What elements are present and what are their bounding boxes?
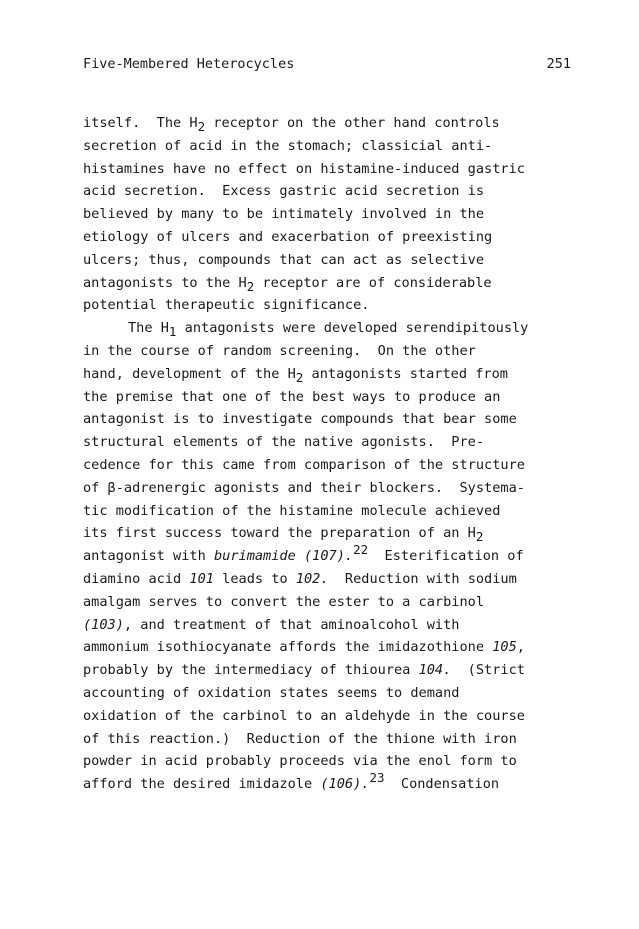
text-span: antagonists started from xyxy=(303,365,508,382)
text-span: antagonist is to investigate compounds that bear some xyxy=(83,411,517,428)
text-span: , and treatment of that aminoalcohol with xyxy=(123,616,460,633)
text-span: receptor on the other hand controls xyxy=(205,115,500,131)
italic-ref: 104. xyxy=(418,662,452,679)
text-span: cedence for this came from comparison of the structure xyxy=(83,456,525,473)
text-span: structural elements of the native agonists. Pre- xyxy=(83,434,485,451)
text-line xyxy=(83,522,583,545)
text-span: potential therapeutic significance. xyxy=(83,297,370,314)
text-span: itself. The H xyxy=(83,115,198,131)
text-line xyxy=(83,500,583,523)
subscript: 2 xyxy=(246,278,255,294)
text-span: acid secretion. Excess gastric acid secretion is xyxy=(83,183,485,200)
text-line xyxy=(83,454,583,477)
text-line xyxy=(83,363,583,386)
italic-ref: (106). xyxy=(320,776,370,793)
text-line xyxy=(83,340,583,363)
text-span: believed by many to be intimately involved in the xyxy=(83,206,485,223)
reference-superscript: 22 xyxy=(353,542,369,558)
italic-ref: 102. xyxy=(295,570,329,587)
text-span: secretion of acid in the stomach; classicial anti- xyxy=(83,137,493,154)
text-span: hand, development of the H xyxy=(83,365,296,382)
text-line xyxy=(83,180,583,203)
reference-superscript: 23 xyxy=(369,770,385,786)
text-line xyxy=(83,408,583,431)
text-line xyxy=(83,591,583,614)
text-span: antagonist with xyxy=(83,548,214,565)
subscript: 1 xyxy=(168,324,177,340)
text-line xyxy=(83,477,583,500)
text-line xyxy=(83,386,583,409)
text-span: ulcers; thus, compounds that can act as selective xyxy=(83,251,485,268)
text-line xyxy=(83,542,583,568)
text-line xyxy=(83,770,583,796)
text-span: diamino acid xyxy=(83,570,190,587)
text-span: accounting of oxidation states seems to demand xyxy=(83,684,460,701)
text-line xyxy=(83,249,583,272)
text-span: of this reaction.) Reduction of the thione with iron xyxy=(83,730,517,747)
text-span: tic modification of the histamine molecule achieved xyxy=(83,502,501,519)
text-span: amalgam serves to convert the ester to a carbinol xyxy=(83,593,485,610)
text-line xyxy=(83,728,583,751)
text-line xyxy=(83,112,583,135)
text-line xyxy=(83,636,583,659)
text-span: Condensation xyxy=(384,776,500,793)
text-span: (Strict xyxy=(451,662,525,679)
text-span: leads to xyxy=(213,570,296,587)
text-span: receptor are of considerable xyxy=(254,274,492,291)
text-span: of β-adrenergic agonists and their blockers. Systema- xyxy=(83,479,525,496)
text-span: histamines have no effect on histamine-induced gastric xyxy=(83,160,525,177)
text-line xyxy=(83,750,583,773)
text-span: The H xyxy=(128,320,169,337)
text-line xyxy=(83,158,583,181)
text-line xyxy=(83,317,583,340)
text-span: , xyxy=(516,639,525,656)
text-span: etiology of ulcers and exacerbation of preexisting xyxy=(83,228,493,245)
text-line xyxy=(83,135,583,158)
text-span: in the course of random screening. On the other xyxy=(83,342,476,359)
text-span: afford the desired imidazole xyxy=(83,776,321,793)
body-text xyxy=(83,112,583,796)
text-line xyxy=(83,294,583,317)
text-span: probably by the intermediacy of thiourea xyxy=(83,662,419,679)
subscript: 2 xyxy=(475,529,484,545)
text-line xyxy=(83,431,583,454)
italic-ref: burimamide (107). xyxy=(213,548,354,565)
text-span: Esterification of xyxy=(368,548,524,565)
text-line xyxy=(83,659,583,682)
text-line xyxy=(83,272,583,295)
italic-ref: (103) xyxy=(83,616,124,633)
italic-ref: 101 xyxy=(189,570,214,587)
text-span: the premise that one of the best ways to produce an xyxy=(83,388,501,405)
text-line xyxy=(83,705,583,728)
text-span: its first success toward the preparation of an H xyxy=(83,525,476,542)
italic-ref: 105 xyxy=(492,639,517,656)
text-span: Reduction with sodium xyxy=(328,570,517,587)
text-line xyxy=(83,568,583,591)
running-title: Five-Membered Heterocycles xyxy=(83,56,295,72)
text-span: antagonists to the H xyxy=(83,274,247,291)
text-span: antagonists were developed serendipitously xyxy=(176,320,529,337)
text-span: oxidation of the carbinol to an aldehyde in the course xyxy=(83,707,525,724)
text-span: powder in acid probably proceeds via the enol form to xyxy=(83,753,517,770)
text-line xyxy=(83,614,583,637)
text-line xyxy=(83,226,583,249)
text-line xyxy=(83,682,583,705)
text-span: ammonium isothiocyanate affords the imidazothione xyxy=(83,639,493,656)
subscript: 2 xyxy=(197,119,206,134)
subscript: 2 xyxy=(295,369,304,385)
text-line xyxy=(83,203,583,226)
page-number: 251 xyxy=(546,56,571,72)
